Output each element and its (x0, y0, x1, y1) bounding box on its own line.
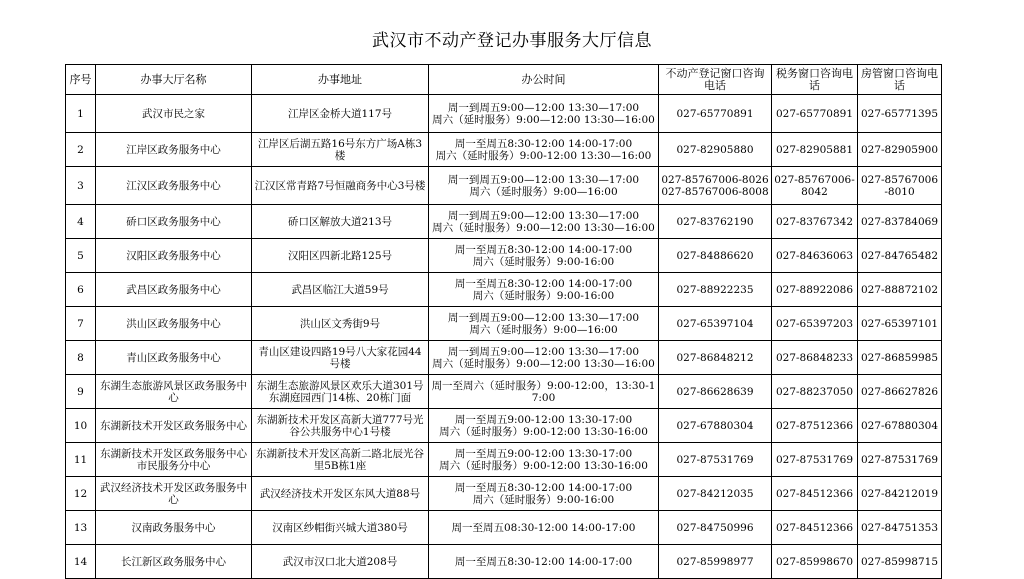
cell-tel-housing: 027-88872102 (858, 273, 942, 307)
cell-tel-tax: 027-87531769 (772, 443, 858, 477)
cell-tel-housing: 027-84751353 (858, 511, 942, 545)
hours-line: 周一到周五9:00—12:00 13:30—17:00 (447, 101, 640, 114)
cell-address: 青山区建设四路19号八大家花园44号楼 (252, 341, 429, 375)
cell-tel-tax: 027-84512366 (772, 511, 858, 545)
table-row (66, 239, 942, 273)
cell-address: 武汉市汉口北大道208号 (252, 545, 429, 579)
cell-address: 汉南区纱帽街兴城大道380号 (252, 511, 429, 545)
table-row (66, 273, 942, 307)
cell-tel-estate: 027-67880304 (659, 409, 772, 443)
cell-no: 8 (66, 341, 96, 375)
cell-tel-estate: 027-82905880 (659, 133, 772, 167)
cell-hours (429, 477, 659, 511)
hours-line: 周一至周六（延时服务）9:00-12:00，13:30-17:00 (431, 379, 656, 404)
cell-tel-estate: 027-84750996 (659, 511, 772, 545)
table-row (66, 443, 942, 477)
hours-line: 周一至周五8:30-12:00 14:00-17:00 (454, 277, 633, 290)
cell-tel-estate: 027-84212035 (659, 477, 772, 511)
cell-hours (429, 95, 659, 133)
cell-hall-name: 武汉经济技术开发区政务服务中心 (96, 477, 252, 511)
table-row (66, 341, 942, 375)
cell-tel-housing: 027-82905900 (858, 133, 942, 167)
cell-tel-estate: 027-65397104 (659, 307, 772, 341)
table-body (66, 95, 942, 579)
cell-no: 4 (66, 205, 96, 239)
cell-hours (429, 167, 659, 205)
cell-no: 1 (66, 95, 96, 133)
cell-hall-name: 汉南政务服务中心 (96, 511, 252, 545)
cell-tel-estate: 027-88922235 (659, 273, 772, 307)
cell-hours (429, 375, 659, 409)
cell-address: 洪山区文秀街9号 (252, 307, 429, 341)
cell-hours (429, 133, 659, 167)
hours-line: 周一到周五9:00—12:00 13:30—17:00 (447, 209, 640, 222)
cell-hall-name: 洪山区政务服务中心 (96, 307, 252, 341)
cell-tel-tax: 027-83767342 (772, 205, 858, 239)
cell-tel-housing: 027-65771395 (858, 95, 942, 133)
hours-line: 周六（延时服务）9:00-16:00 (472, 289, 615, 302)
cell-no: 14 (66, 545, 96, 579)
cell-tel-estate: 027-85767006-8026 027-85767006-8008 (659, 167, 772, 205)
cell-no: 3 (66, 167, 96, 205)
cell-no: 5 (66, 239, 96, 273)
cell-hall-name: 汉阳区政务服务中心 (96, 239, 252, 273)
cell-tel-estate: 027-85998977 (659, 545, 772, 579)
header-tel-tax: 税务窗口咨询电话 (772, 65, 858, 95)
cell-tel-estate: 027-86848212 (659, 341, 772, 375)
cell-address: 江岸区后湖五路16号东方广场A栋3楼 (252, 133, 429, 167)
cell-hall-name: 江汉区政务服务中心 (96, 167, 252, 205)
cell-hall-name: 东湖新技术开发区政务服务中心 (96, 409, 252, 443)
hours-line: 周六（延时服务）9:00—12:00 13:30—16:00 (432, 357, 655, 370)
hours-line: 周六（延时服务）9:00-16:00 (472, 255, 615, 268)
cell-hours (429, 239, 659, 273)
cell-hours (429, 341, 659, 375)
hours-line: 周一到周五9:00—12:00 13:30—17:00 (447, 173, 640, 186)
cell-hall-name: 长江新区政务服务中心 (96, 545, 252, 579)
cell-tel-housing: 027-65397101 (858, 307, 942, 341)
cell-tel-housing: 027-84212019 (858, 477, 942, 511)
hours-line: 周一至周五08:30-12:00 14:00-17:00 (451, 521, 636, 534)
cell-tel-estate: 027-86628639 (659, 375, 772, 409)
table-row (66, 375, 942, 409)
cell-tel-tax: 027-88922086 (772, 273, 858, 307)
cell-address: 东湖生态旅游风景区欢乐大道301号东湖庭园西门14栋、20栋门面 (252, 375, 429, 409)
cell-tel-tax: 027-85767006-8042 (772, 167, 858, 205)
cell-hall-name: 武汉市民之家 (96, 95, 252, 133)
table-row (66, 511, 942, 545)
cell-no: 10 (66, 409, 96, 443)
hours-line: 周一至周五8:30-12:00 14:00-17:00 (454, 243, 633, 256)
cell-no: 2 (66, 133, 96, 167)
cell-hours (429, 205, 659, 239)
cell-hours (429, 545, 659, 579)
hours-line: 周六（延时服务）9:00-12:00 13:30-16:00 (439, 425, 648, 438)
cell-hall-name: 硚口区政务服务中心 (96, 205, 252, 239)
cell-tel-housing: 027-85998715 (858, 545, 942, 579)
cell-hours (429, 409, 659, 443)
cell-hours (429, 307, 659, 341)
hours-line: 周一到周五9:00—12:00 13:30—17:00 (447, 345, 640, 358)
cell-tel-tax: 027-86848233 (772, 341, 858, 375)
cell-no: 6 (66, 273, 96, 307)
table-row (66, 167, 942, 205)
header-no: 序号 (66, 65, 96, 95)
cell-tel-estate: 027-84886620 (659, 239, 772, 273)
hours-line: 周一至周五8:30-12:00 14:00-17:00 (454, 137, 633, 150)
table-row (66, 205, 942, 239)
cell-address: 汉阳区四新北路125号 (252, 239, 429, 273)
table-header-row (66, 65, 942, 95)
hours-line: 周一至周五9:00-12:00 13:30-17:00 (454, 413, 633, 426)
cell-address: 江岸区金桥大道117号 (252, 95, 429, 133)
cell-tel-tax: 027-65770891 (772, 95, 858, 133)
hours-line: 周六（延时服务）9:00-12:00 13:30-16:00 (439, 459, 648, 472)
cell-no: 12 (66, 477, 96, 511)
table-row (66, 409, 942, 443)
table-row (66, 477, 942, 511)
header-tel-estate: 不动产登记窗口咨询电话 (659, 65, 772, 95)
cell-tel-estate: 027-83762190 (659, 205, 772, 239)
hours-line: 周一至周五9:00-12:00 13:30-17:00 (454, 447, 633, 460)
cell-tel-housing: 027-67880304 (858, 409, 942, 443)
cell-tel-housing: 027-83784069 (858, 205, 942, 239)
cell-tel-tax: 027-84512366 (772, 477, 858, 511)
cell-hall-name: 东湖新技术开发区政务服务中心市民服务分中心 (96, 443, 252, 477)
cell-tel-housing: 027-86859985 (858, 341, 942, 375)
cell-address: 武昌区临江大道59号 (252, 273, 429, 307)
hours-line: 周一到周五9:00—12:00 13:30—17:00 (447, 311, 640, 324)
cell-tel-tax: 027-84636063 (772, 239, 858, 273)
cell-tel-housing: 027-86627826 (858, 375, 942, 409)
cell-address: 硚口区解放大道213号 (252, 205, 429, 239)
cell-address: 东湖新技术开发区高新大道777号光谷公共服务中心1号楼 (252, 409, 429, 443)
hours-line: 周一至周五8:30-12:00 14:00-17:00 (454, 481, 633, 494)
cell-hall-name: 武昌区政务服务中心 (96, 273, 252, 307)
cell-address: 江汉区常青路7号恒融商务中心3号楼 (252, 167, 429, 205)
header-tel-housing: 房管窗口咨询电话 (858, 65, 942, 95)
cell-tel-estate: 027-87531769 (659, 443, 772, 477)
cell-no: 7 (66, 307, 96, 341)
cell-hours (429, 273, 659, 307)
table-row (66, 545, 942, 579)
hours-line: 周六（延时服务）9:00-16:00 (472, 493, 615, 506)
hours-line: 周六（延时服务）9:00—12:00 13:30—16:00 (432, 113, 655, 126)
hours-line: 周一至周五8:30-12:00 14:00-17:00 (454, 555, 633, 568)
cell-address: 武汉经济技术开发区东风大道88号 (252, 477, 429, 511)
cell-tel-estate: 027-65770891 (659, 95, 772, 133)
cell-hall-name: 青山区政务服务中心 (96, 341, 252, 375)
cell-tel-tax: 027-87512366 (772, 409, 858, 443)
table-row (66, 95, 942, 133)
header-hours: 办公时间 (429, 65, 659, 95)
hours-line: 周六（延时服务）9:00-12:00 13:30—16:00 (435, 149, 652, 162)
cell-hall-name: 东湖生态旅游风景区政务服务中心 (96, 375, 252, 409)
cell-tel-housing: 027-85767006-8010 (858, 167, 942, 205)
service-hall-table (65, 64, 942, 579)
cell-address: 东湖新技术开发区高新二路北辰光谷里5B栋1座 (252, 443, 429, 477)
cell-no: 9 (66, 375, 96, 409)
cell-tel-tax: 027-88237050 (772, 375, 858, 409)
hours-line: 周六（延时服务）9:00—16:00 (469, 185, 618, 198)
cell-hours (429, 511, 659, 545)
cell-tel-tax: 027-82905881 (772, 133, 858, 167)
page-title: 武汉市不动产登记办事服务大厅信息 (372, 31, 652, 51)
cell-tel-housing: 027-87531769 (858, 443, 942, 477)
table-row (66, 133, 942, 167)
cell-tel-housing: 027-84765482 (858, 239, 942, 273)
hours-line: 周六（延时服务）9:00—12:00 13:30—16:00 (432, 221, 655, 234)
cell-no: 13 (66, 511, 96, 545)
cell-hours (429, 443, 659, 477)
cell-no: 11 (66, 443, 96, 477)
header-hall-name: 办事大厅名称 (96, 65, 252, 95)
cell-tel-tax: 027-65397203 (772, 307, 858, 341)
cell-hall-name: 江岸区政务服务中心 (96, 133, 252, 167)
cell-tel-tax: 027-85998670 (772, 545, 858, 579)
header-address: 办事地址 (252, 65, 429, 95)
table-row (66, 307, 942, 341)
hours-line: 周六（延时服务）9:00—16:00 (469, 323, 618, 336)
